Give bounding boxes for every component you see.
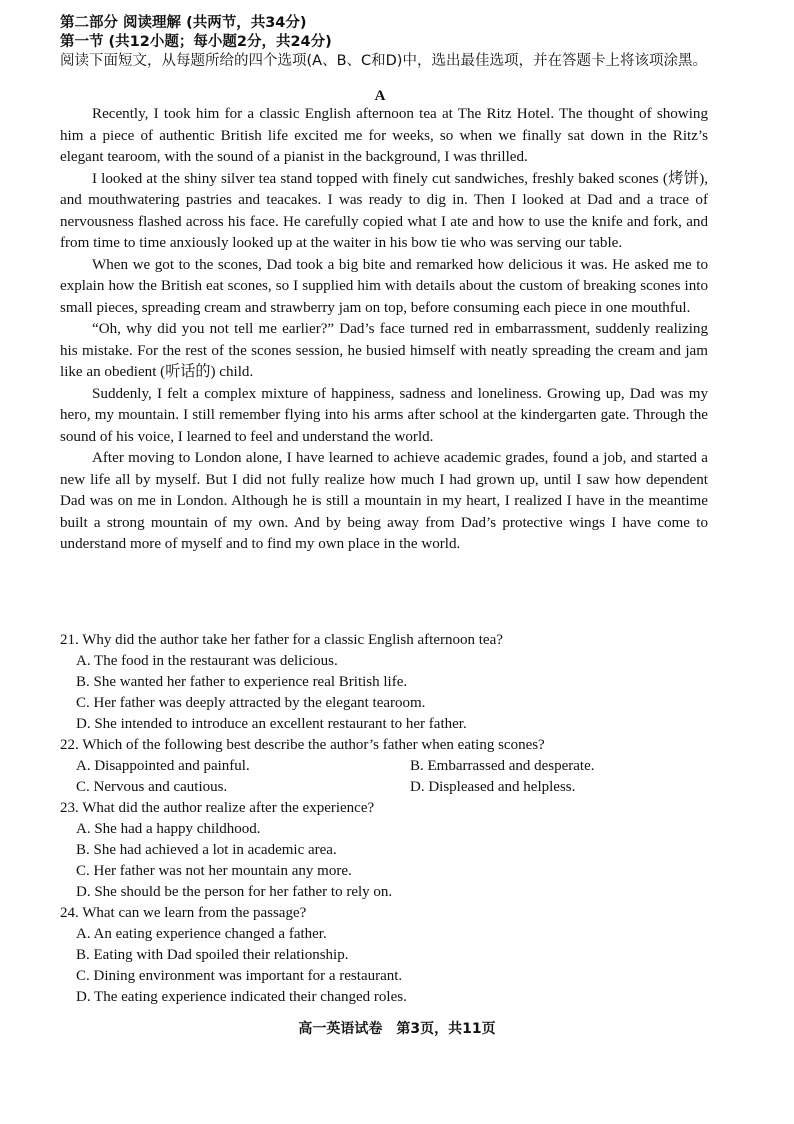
question-22 — [60, 735, 710, 798]
subsection-title: 第一节 (共12小题；每小题2分，共24分) — [60, 34, 332, 50]
passage-paragraph: “Oh, why did you not tell me earlier?” Dad’s face turned red in embarrassment, suddenly realizing his mistake. For the rest of the scones session, he busied himself with neatly spreading the cream and jam like an obedient (听话的) child. — [60, 321, 708, 380]
option-c: C. Her father was deeply attracted by the elegant tearoom. — [76, 695, 426, 711]
question-stem: 24. What can we learn from the passage? — [60, 905, 307, 921]
option-c: C. Her father was not her mountain any more. — [76, 863, 352, 879]
question-23 — [60, 798, 710, 903]
option-a: A. Disappointed and painful. — [76, 758, 250, 774]
question-list — [60, 630, 710, 1008]
question-stem: 22. Which of the following best describe the author’s father when eating scones? — [60, 737, 545, 753]
section-header — [60, 14, 740, 71]
passage-paragraph: When we got to the scones, Dad took a big bite and remarked how delicious it was. He asked me to explain how the British eat scones, so I supplied him with details about the custom of breaking scones into small pieces, spreading cream and strawberry jam on top, before consuming each piece in one mouthful. — [60, 256, 708, 316]
instruction-text: 阅读下面短文，从每题所给的四个选项(A、B、C和D)中，选出最佳选项，并在答题卡上将该项涂黑。 — [60, 53, 707, 69]
option-a: A. The food in the restaurant was delicious. — [76, 653, 338, 669]
option-b: B. Eating with Dad spoiled their relationship. — [76, 947, 349, 963]
section-title: 第二部分 阅读理解 (共两节，共34分) — [60, 15, 307, 31]
option-d: D. Displeased and helpless. — [410, 779, 576, 795]
passage-paragraph: Suddenly, I felt a complex mixture of happiness, sadness and loneliness. Growing up, Dad was my hero, my mountain. I still remember flying into his arms after school at the kindergarten gate. Through the sound of his voice, I learned to feel and understand the world. — [60, 385, 708, 445]
option-b: B. She had achieved a lot in academic area. — [76, 842, 337, 858]
passage-paragraph: I looked at the shiny silver tea stand topped with finely cut sandwiches, freshly baked scones (烤饼), and mouthwatering pastries and teacakes. I was ready to dig in. Then I looked at Dad and a trace of nervousness flashed across his face. He carefully copied what I ate and how to use the knife and fork, and from time to time anxiously looked up at the waiter in his bow tie who was serving our table. — [60, 170, 708, 251]
question-stem: 23. What did the author realize after the experience? — [60, 800, 375, 816]
option-row — [60, 756, 710, 777]
option-d: D. She intended to introduce an excellent restaurant to her father. — [76, 716, 467, 732]
option-c: C. Nervous and cautious. — [76, 779, 228, 795]
question-24 — [60, 903, 710, 1008]
option-a: A. She had a happy childhood. — [76, 821, 261, 837]
passage-body — [60, 104, 708, 556]
question-21 — [60, 630, 710, 735]
page-footer: 高一英语试卷 第3页，共11页 — [298, 1021, 496, 1037]
option-a: A. An eating experience changed a father. — [76, 926, 327, 942]
option-row — [60, 777, 710, 798]
passage-paragraph: After moving to London alone, I have learned to achieve academic grades, found a job, and started a new life all by myself. But I did not fully realize how much I had grown up, until I saw how dependent Dad was on me in London. Although he is still a mountain in my heart, I realized I have in the meantime built a strong mountain of my own. And by being away from Dad’s protective wings I have come to understand more of myself and to find my own place in the world. — [60, 450, 708, 552]
option-c: C. Dining environment was important for a restaurant. — [76, 968, 403, 984]
option-d: D. The eating experience indicated their changed roles. — [76, 989, 407, 1005]
question-stem: 21. Why did the author take her father for a classic English afternoon tea? — [60, 632, 503, 648]
passage-label: A — [374, 88, 386, 104]
option-b: B. She wanted her father to experience real British life. — [76, 674, 408, 690]
passage-paragraph: Recently, I took him for a classic English afternoon tea at The Ritz Hotel. The thought of showing him a piece of authentic British life excited me for weeks, so when we finally sat down in the Ritz’s elegant tearoom, with the sound of a pianist in the background, I was thrilled. — [60, 106, 708, 165]
option-d: D. She should be the person for her father to rely on. — [76, 884, 393, 900]
option-b: B. Embarrassed and desperate. — [410, 758, 595, 774]
